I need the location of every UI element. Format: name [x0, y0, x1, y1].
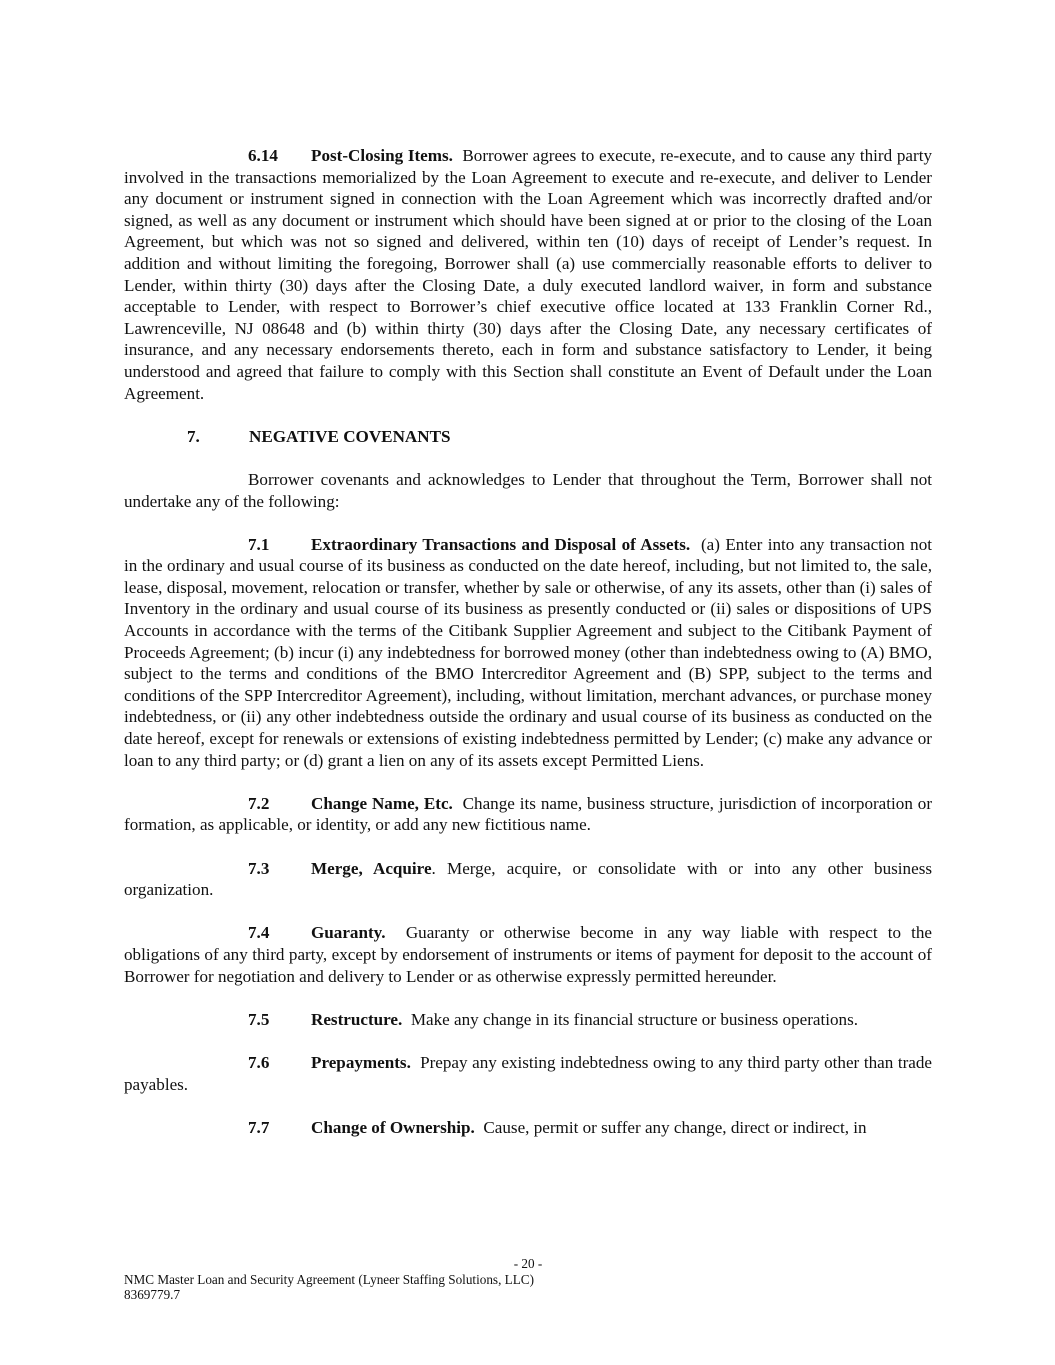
section-6-14 [124, 145, 932, 404]
section-title: Merge, Acquire [311, 858, 432, 878]
section-7-5 [124, 1009, 932, 1031]
section-title: Prepayments. [311, 1052, 411, 1072]
section-7-1 [124, 534, 932, 772]
section-title: NEGATIVE COVENANTS [249, 426, 451, 446]
section-number: 7.5 [248, 1009, 270, 1029]
section-body: Change its name, business structure, jurisdiction of incorporation or formation, as applicable, or identity, or add any new fictitious name. [124, 793, 933, 835]
section-number: 7.2 [248, 793, 270, 813]
page-number: - 20 - [513, 1256, 543, 1271]
section-body: Prepay any existing indebtedness owing to any third party other than trade payables. [124, 1052, 933, 1094]
section-body: (a) Enter into any transaction not in the ordinary and usual course of its business as conducted on the date hereof, including, but not limited to, the sale, lease, disposal, movement, relocation or transfer, whether by sale or otherwise, of any its assets, other than (i) sales of Inventory in the ordinary and usual course of its business as presently conducted or (ii) sales or dispositions of UPS Accounts in accordance with the terms of the Citibank Supplier Agreement and subject to the Citibank Payment of Proceeds Agreement; (b) incur (i) any indebtedness for borrowed money (other than indebtedness owing to (A) BMO, subject to the terms and conditions of the BMO Intercreditor Agreement and (B) SPP, subject to the terms and conditions of the SPP Intercreditor Agreement), including, without limitation, merchant advances, or purchase money indebtedness, or (ii) any other indebtedness outside the ordinary and usual course of its business as conducted on the date hereof, except for renewals or extensions of existing indebtedness permitted by Lender; (c) make any advance or loan to any third party; or (d) grant a lien on any of its assets except Permitted Liens. [124, 534, 933, 770]
section-7-intro [124, 469, 932, 512]
section-number: 6.14 [248, 146, 278, 165]
section-7-3 [124, 858, 932, 901]
section-7-2 [124, 793, 932, 836]
footer-doc-id: 8369779.7 [124, 1287, 181, 1302]
section-title: Extraordinary Transactions and Disposal of Assets. [311, 534, 691, 554]
section-7-7 [124, 1117, 932, 1139]
section-7-6 [124, 1052, 932, 1095]
section-body: Guaranty or otherwise become in any way liable with respect to the obligations of any third party, except by endorsement of instruments or items of payment for deposit to the account of Borrower for negotiation and delivery to Lender or as otherwise expressly permitted hereunder. [124, 923, 932, 986]
section-7-4 [124, 922, 932, 987]
page-footer [124, 1256, 932, 1303]
section-number: 7.3 [248, 858, 270, 878]
section-title: Guaranty. [311, 923, 386, 943]
section-body: Make any change in its financial structure or business operations. [410, 1009, 859, 1029]
section-body: Borrower covenants and acknowledges to Lender that throughout the Term, Borrower shall not undertake any of the following: [124, 469, 932, 511]
section-title: Post-Closing Items. [311, 146, 453, 165]
document-body [124, 145, 932, 1138]
section-number: 7.1 [248, 534, 270, 554]
section-number: 7.6 [248, 1052, 270, 1072]
section-body: Borrower agrees to execute, re-execute, and to cause any third party involved in the transactions memorialized by the Loan Agreement to execute and re-execute, and deliver to Lender any document or instrument signed in connection with the Loan Agreement which was incorrectly drafted and/or signed, as well as any document or instrument which should have been signed at or prior to the closing of the Loan Agreement, but which was not so signed and delivered, within ten (10) days of receipt of Lender’s request. In addition and without limiting the foregoing, Borrower shall (a) use commercially reasonable efforts to deliver to Lender, within thirty (30) days after the Closing Date, a duly executed landlord waiver, in form and substance acceptable to Lender, with respect to Borrower’s chief executive office located at 133 Franklin Corner Rd., Lawrenceville, NJ 08648 and (b) within thirty (30) days after the Closing Date, any necessary certificates of insurance, and any necessary endorsements thereto, each in form and substance satisfactory to Lender, it being understood and agreed that failure to comply with this Section shall constitute an Event of Default under the Loan Agreement. [124, 146, 933, 403]
section-7-heading [124, 426, 932, 448]
section-body: Cause, permit or suffer any change, direct or indirect, in [483, 1117, 867, 1137]
section-number: 7. [187, 426, 200, 446]
section-title: Change of Ownership. [311, 1117, 475, 1137]
section-title: Restructure. [311, 1009, 403, 1029]
section-body: . Merge, acquire, or consolidate with or into any other business organization. [124, 858, 932, 900]
section-number: 7.4 [248, 923, 270, 943]
section-title: Change Name, Etc. [311, 793, 453, 813]
footer-doc-title: NMC Master Loan and Security Agreement (Lyneer Staffing Solutions, LLC) [124, 1271, 534, 1287]
section-number: 7.7 [248, 1117, 270, 1137]
